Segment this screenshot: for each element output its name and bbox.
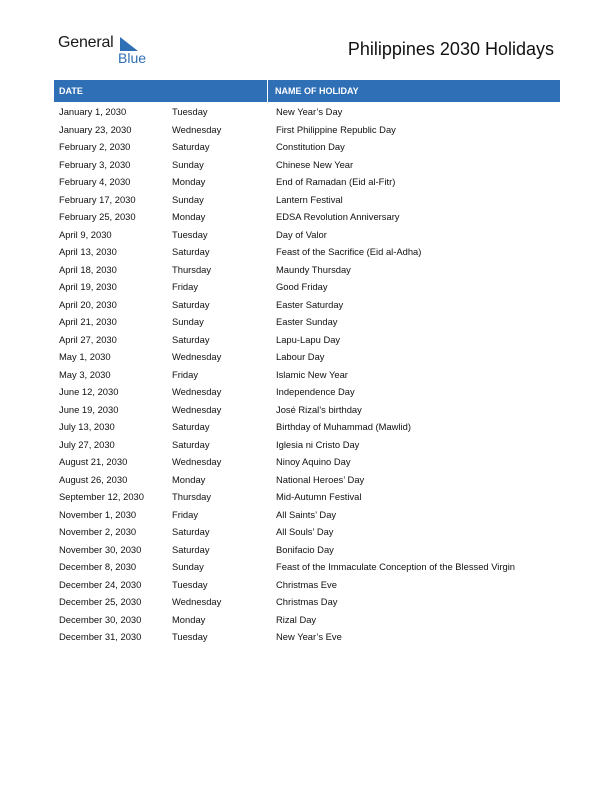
cell-holiday-name: Constitution Day (276, 141, 345, 153)
cell-weekday: Friday (172, 281, 199, 293)
table-row (54, 366, 560, 384)
cell-holiday-name: Feast of the Immaculate Conception of the Blessed Virgin (276, 561, 516, 573)
table-row (54, 541, 560, 559)
cell-holiday-name: Ninoy Aquino Day (276, 456, 351, 468)
cell-date: February 2, 2030 (59, 141, 131, 153)
cell-holiday-name: Day of Valor (276, 228, 327, 240)
table-row (54, 401, 560, 419)
cell-date: November 1, 2030 (59, 508, 137, 520)
cell-date: December 30, 2030 (59, 613, 142, 625)
table-row (54, 296, 560, 314)
cell-weekday: Saturday (172, 333, 210, 345)
column-header-holiday-name: NAME OF HOLIDAY (275, 86, 359, 96)
cell-date: April 9, 2030 (59, 228, 112, 240)
cell-date: April 27, 2030 (59, 333, 117, 345)
table-row (54, 208, 560, 226)
table-row (54, 121, 560, 139)
table-row (54, 471, 560, 489)
cell-date: July 27, 2030 (59, 438, 115, 450)
table-row (54, 506, 560, 524)
table-row (54, 243, 560, 261)
table-row (54, 173, 560, 191)
cell-date: April 21, 2030 (59, 316, 117, 328)
cell-date: April 19, 2030 (59, 281, 117, 293)
cell-weekday: Saturday (172, 246, 210, 258)
cell-holiday-name: New Year’s Eve (276, 631, 342, 643)
cell-weekday: Sunday (172, 316, 204, 328)
cell-holiday-name: Good Friday (276, 281, 328, 293)
cell-weekday: Saturday (172, 438, 210, 450)
cell-date: April 20, 2030 (59, 298, 117, 310)
cell-holiday-name: EDSA Revolution Anniversary (276, 211, 400, 223)
logo (58, 34, 148, 68)
logo-triangle-icon (120, 37, 138, 51)
cell-date: August 26, 2030 (59, 473, 128, 485)
cell-weekday: Sunday (172, 158, 204, 170)
cell-date: February 4, 2030 (59, 176, 131, 188)
page-title: Philippines 2030 Holidays (347, 39, 554, 59)
cell-weekday: Tuesday (172, 228, 208, 240)
cell-weekday: Monday (172, 473, 206, 485)
cell-weekday: Saturday (172, 543, 210, 555)
cell-weekday: Friday (172, 508, 199, 520)
table-row (54, 138, 560, 156)
cell-weekday: Thursday (172, 491, 212, 503)
cell-date: December 25, 2030 (59, 596, 142, 608)
cell-date: June 19, 2030 (59, 403, 119, 415)
cell-date: September 12, 2030 (59, 491, 144, 503)
cell-holiday-name: Easter Sunday (276, 316, 338, 328)
table-row (54, 523, 560, 541)
cell-holiday-name: José Rizal’s birthday (276, 403, 362, 415)
cell-date: November 30, 2030 (59, 543, 142, 555)
cell-holiday-name: Independence Day (276, 386, 355, 398)
table-row (54, 453, 560, 471)
cell-holiday-name: Maundy Thursday (276, 263, 351, 275)
cell-weekday: Saturday (172, 421, 210, 433)
cell-weekday: Tuesday (172, 106, 208, 118)
cell-weekday: Wednesday (172, 403, 222, 415)
table-row (54, 261, 560, 279)
cell-holiday-name: New Year’s Day (276, 106, 343, 118)
cell-date: August 21, 2030 (59, 456, 128, 468)
cell-holiday-name: Easter Saturday (276, 298, 344, 310)
cell-date: November 2, 2030 (59, 526, 137, 538)
table-row (54, 628, 560, 646)
cell-holiday-name: End of Ramadan (Eid al-Fitr) (276, 176, 396, 188)
table-row (54, 576, 560, 594)
table-header (54, 80, 560, 102)
table-row (54, 383, 560, 401)
column-header-date: DATE (54, 80, 268, 102)
cell-holiday-name: Islamic New Year (276, 368, 348, 380)
table-row (54, 313, 560, 331)
cell-weekday: Monday (172, 211, 206, 223)
cell-weekday: Thursday (172, 263, 212, 275)
logo-text-blue: Blue (118, 50, 147, 66)
cell-holiday-name: Birthday of Muhammad (Mawlid) (276, 421, 411, 433)
table-row (54, 436, 560, 454)
table-row (54, 278, 560, 296)
cell-date: December 24, 2030 (59, 578, 142, 590)
cell-holiday-name: National Heroes’ Day (276, 473, 365, 485)
cell-holiday-name: Lapu-Lapu Day (276, 333, 341, 345)
cell-date: February 3, 2030 (59, 158, 131, 170)
table-body (54, 103, 560, 646)
cell-weekday: Sunday (172, 561, 204, 573)
cell-date: February 25, 2030 (59, 211, 136, 223)
cell-weekday: Wednesday (172, 123, 222, 135)
cell-holiday-name: Feast of the Sacrifice (Eid al-Adha) (276, 246, 422, 258)
cell-holiday-name: All Saints’ Day (276, 508, 337, 520)
cell-holiday-name: Lantern Festival (276, 193, 343, 205)
cell-date: April 13, 2030 (59, 246, 117, 258)
cell-date: February 17, 2030 (59, 193, 136, 205)
cell-weekday: Wednesday (172, 386, 222, 398)
cell-date: June 12, 2030 (59, 386, 119, 398)
cell-weekday: Friday (172, 368, 199, 380)
cell-date: January 1, 2030 (59, 106, 127, 118)
table-row (54, 611, 560, 629)
cell-date: May 3, 2030 (59, 368, 111, 380)
cell-weekday: Wednesday (172, 456, 222, 468)
cell-date: May 1, 2030 (59, 351, 111, 363)
cell-holiday-name: Mid-Autumn Festival (276, 491, 362, 503)
table-row (54, 558, 560, 576)
cell-holiday-name: Iglesia ni Cristo Day (276, 438, 360, 450)
cell-date: January 23, 2030 (59, 123, 132, 135)
cell-weekday: Tuesday (172, 631, 208, 643)
table-row (54, 103, 560, 121)
cell-holiday-name: All Souls’ Day (276, 526, 334, 538)
table-row (54, 191, 560, 209)
cell-weekday: Saturday (172, 141, 210, 153)
cell-weekday: Monday (172, 613, 206, 625)
table-row (54, 488, 560, 506)
cell-date: July 13, 2030 (59, 421, 115, 433)
cell-holiday-name: First Philippine Republic Day (276, 123, 396, 135)
holidays-table (54, 80, 560, 646)
cell-holiday-name: Bonifacio Day (276, 543, 334, 555)
cell-weekday: Monday (172, 176, 206, 188)
cell-weekday: Saturday (172, 298, 210, 310)
cell-date: December 31, 2030 (59, 631, 142, 643)
logo-text-general: General (58, 34, 114, 51)
table-row (54, 348, 560, 366)
cell-holiday-name: Christmas Eve (276, 578, 337, 590)
cell-holiday-name: Chinese New Year (276, 158, 354, 170)
cell-weekday: Wednesday (172, 351, 222, 363)
cell-weekday: Wednesday (172, 596, 222, 608)
table-row (54, 331, 560, 349)
cell-date: April 18, 2030 (59, 263, 117, 275)
cell-holiday-name: Rizal Day (276, 613, 317, 625)
cell-holiday-name: Labour Day (276, 351, 325, 363)
table-row (54, 156, 560, 174)
cell-date: December 8, 2030 (59, 561, 137, 573)
cell-holiday-name: Christmas Day (276, 596, 338, 608)
cell-weekday: Sunday (172, 193, 204, 205)
table-row (54, 593, 560, 611)
cell-weekday: Saturday (172, 526, 210, 538)
table-row (54, 418, 560, 436)
table-row (54, 226, 560, 244)
cell-weekday: Tuesday (172, 578, 208, 590)
